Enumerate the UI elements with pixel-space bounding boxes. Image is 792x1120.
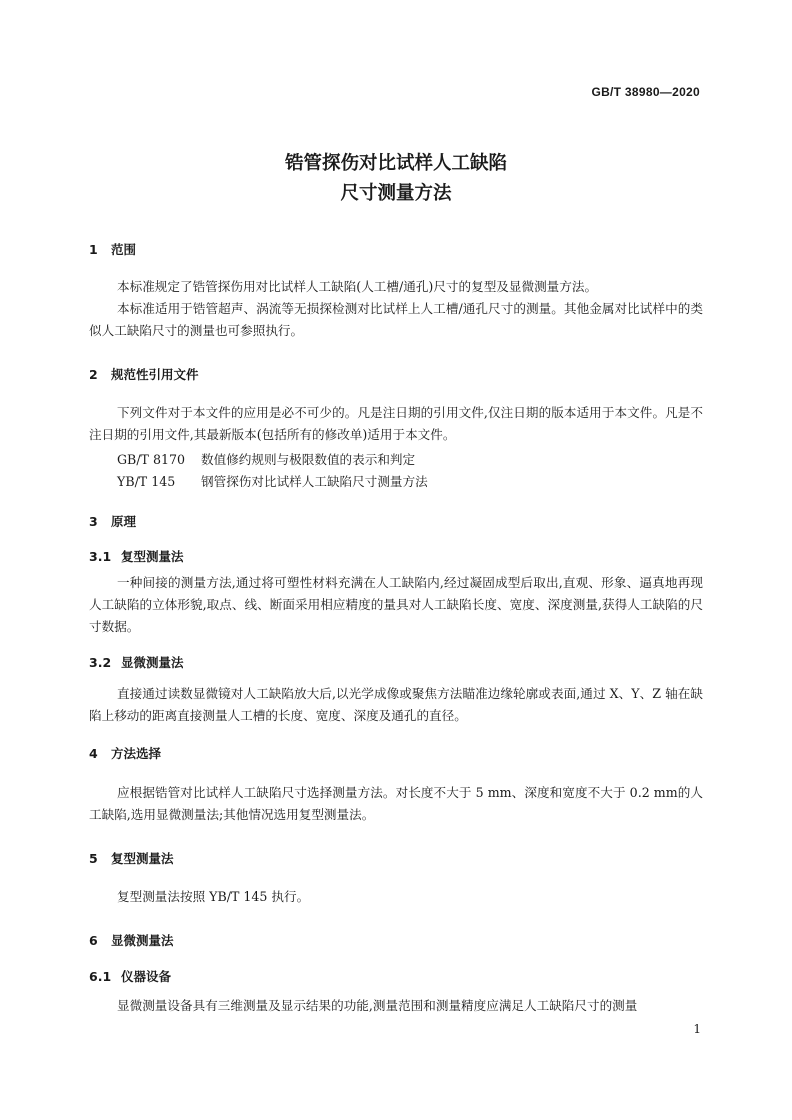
section-number: 6: [89, 933, 98, 948]
section-heading-3-2: [89, 653, 184, 671]
section-title: 显微测量法: [121, 655, 184, 670]
reference-item: [117, 471, 428, 490]
reference-title: 数值修约规则与极限数值的表示和判定: [201, 452, 416, 467]
paragraph-scope-2: 本标准适用于锆管超声、涡流等无损探检测对比试样上人工槽/通孔尺寸的测量。其他金属对比试样中的类似人工缺陷尺寸的测量也可参照执行。: [89, 301, 703, 338]
section-heading-5: [89, 849, 174, 867]
section-heading-6-1: [89, 967, 171, 985]
section-title: 复型测量法: [111, 851, 174, 866]
paragraph-replica-method: 复型测量法按照 YB/T 145 执行。: [117, 889, 310, 904]
section-number: 3.1: [89, 549, 112, 564]
section-title: 仪器设备: [121, 969, 172, 984]
section-title: 方法选择: [111, 746, 162, 761]
paragraph-normative-refs: 下列文件对于本文件的应用是必不可少的。凡是注日期的引用文件,仅注日期的版本适用于本文件。凡是不注日期的引用文件,其最新版本(包括所有的修改单)适用于本文件。: [89, 405, 703, 442]
standard-code: GB/T 38980—2020: [591, 85, 700, 99]
section-number: 5: [89, 851, 98, 866]
section-heading-1: [89, 240, 136, 258]
section-number: 3.2: [89, 655, 112, 670]
paragraph-method-selection: 应根据锆管对比试样人工缺陷尺寸选择测量方法。对长度不大于 5 mm、深度和宽度不大于 0.2 mm的人工缺陷,选用显微测量法;其他情况选用复型测量法。: [89, 785, 703, 822]
section-number: 6.1: [89, 969, 112, 984]
page-number: 1: [693, 1022, 701, 1036]
section-title: 范围: [111, 242, 137, 257]
section-title: 原理: [111, 514, 137, 529]
section-heading-3: [89, 512, 136, 530]
section-heading-6: [89, 931, 174, 949]
section-heading-4: [89, 744, 161, 762]
reference-code: GB/T 8170: [117, 452, 186, 467]
section-heading-2: [89, 365, 199, 383]
section-number: 2: [89, 367, 98, 382]
paragraph-replica-principle: 一种间接的测量方法,通过将可塑性材料充满在人工缺陷内,经过凝固成型后取出,直观、形象、逼真地再现人工缺陷的立体形貌,取点、线、断面采用相应精度的量具对人工缺陷长度、宽度、深度测量,获得人工缺陷的尺寸数据。: [89, 575, 703, 634]
section-title: 复型测量法: [121, 549, 184, 564]
reference-code: YB/T 145: [117, 474, 176, 489]
paragraph-instrument: 显微测量设备具有三维测量及显示结果的功能,测量范围和测量精度应满足人工缺陷尺寸的测量: [117, 998, 638, 1013]
document-title-line-1: 锆管探伤对比试样人工缺陷: [284, 153, 507, 174]
reference-title: 钢管探伤对比试样人工缺陷尺寸测量方法: [201, 474, 428, 489]
document-title-line-2: 尺寸测量方法: [340, 183, 452, 204]
section-title: 规范性引用文件: [111, 367, 199, 382]
section-heading-3-1: [89, 547, 184, 565]
section-number: 4: [89, 746, 98, 761]
section-title: 显微测量法: [111, 933, 174, 948]
reference-item: [117, 449, 415, 468]
section-number: 1: [89, 242, 98, 257]
paragraph-scope-1: 本标准规定了锆管探伤用对比试样人工缺陷(人工槽/通孔)尺寸的复型及显微测量方法。: [117, 279, 598, 294]
section-number: 3: [89, 514, 98, 529]
paragraph-microscope-principle: 直接通过读数显微镜对人工缺陷放大后,以光学成像或聚焦方法瞄准边缘轮廓或表面,通过 X、Y、Z 轴在缺陷上移动的距离直接测量人工槽的长度、宽度、深度及通孔的直径。: [89, 686, 703, 723]
